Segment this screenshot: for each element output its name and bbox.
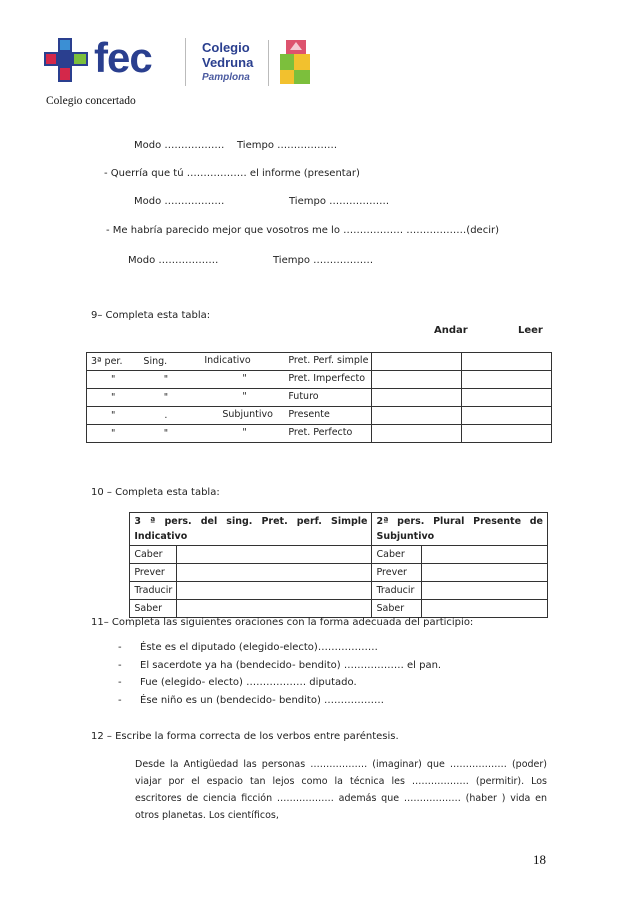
table-cell-text: Pret. Perfecto bbox=[288, 427, 353, 438]
leer-answer-cell[interactable] bbox=[462, 407, 552, 425]
ex11-list bbox=[118, 639, 441, 709]
table-row bbox=[87, 389, 552, 407]
bullet-icon: - bbox=[118, 659, 122, 671]
table-row bbox=[88, 600, 548, 618]
andar-answer-cell[interactable] bbox=[372, 407, 462, 425]
table-row bbox=[87, 407, 552, 425]
table-cell: " bbox=[139, 425, 192, 443]
answer-cell[interactable] bbox=[422, 564, 548, 582]
table-row bbox=[87, 371, 552, 389]
line-2: - Querría que tú ……………… el informe (presentar) bbox=[104, 168, 360, 179]
line-4: - Me habría parecido mejor que vosotros me lo ……………… ………………(decir) bbox=[106, 225, 499, 236]
verb-cell: Prever bbox=[130, 564, 177, 582]
table-cell-text: " bbox=[242, 373, 247, 384]
table-row bbox=[88, 546, 548, 564]
line-1-modo: Modo ……………… bbox=[134, 140, 225, 151]
table-row bbox=[87, 353, 552, 371]
table-header-row bbox=[88, 513, 548, 546]
answer-cell[interactable] bbox=[422, 546, 548, 564]
ex9-title: 9– Completa esta tabla: bbox=[91, 310, 211, 321]
answer-cell[interactable] bbox=[422, 582, 548, 600]
table-cell-text: Indicativo bbox=[204, 355, 251, 366]
fec-logo-text: fec bbox=[94, 34, 152, 81]
bullet-icon: - bbox=[118, 694, 122, 706]
andar-answer-cell[interactable] bbox=[372, 425, 462, 443]
list-item-text: Ése niño es un (bendecido- bendito) ……………… bbox=[140, 694, 385, 706]
ex9-col-leer: Leer bbox=[518, 325, 543, 336]
ex10-title: 10 – Completa esta tabla: bbox=[91, 487, 220, 498]
table-cell: Sing. bbox=[139, 353, 192, 371]
leer-answer-cell[interactable] bbox=[462, 353, 552, 371]
verb-cell: Traducir bbox=[130, 582, 177, 600]
list-item bbox=[118, 674, 441, 692]
verb-cell: Prever bbox=[372, 564, 422, 582]
vedruna-emblem-icon bbox=[278, 40, 314, 86]
leer-answer-cell[interactable] bbox=[462, 371, 552, 389]
divider-line bbox=[185, 38, 186, 86]
answer-cell[interactable] bbox=[422, 600, 548, 618]
table-cell: 3ª per. bbox=[87, 353, 140, 371]
list-item bbox=[118, 657, 441, 675]
table-row bbox=[88, 564, 548, 582]
table-cell-text: Presente bbox=[288, 409, 330, 420]
list-item-text: El sacerdote ya ha (bendecido- bendito) ……………… el pan. bbox=[140, 659, 442, 671]
table-cell-text: " bbox=[242, 391, 247, 402]
school-name bbox=[202, 40, 253, 85]
ex12-paragraph: Desde la Antigüedad las personas ……………… (imaginar) que ……………… (poder) viajar por el espacio tan lejos como la técnica les ……………… (permitir). Los escritores de ciencia ficción ……………… además que ……………… (haber ) vida en otros planetas. Los científicos, bbox=[135, 759, 547, 821]
table-cell bbox=[88, 513, 130, 546]
leer-answer-cell[interactable] bbox=[462, 425, 552, 443]
table-cell bbox=[192, 371, 372, 389]
verb-cell: Saber bbox=[372, 600, 422, 618]
header-left-line-1: 3 ª pers. del sing. Pret. perf. Simple bbox=[134, 516, 368, 527]
table-cell bbox=[192, 407, 372, 425]
answer-cell[interactable] bbox=[177, 582, 372, 600]
page-number: 18 bbox=[533, 852, 546, 867]
ex9-col-andar: Andar bbox=[434, 325, 468, 336]
list-item-text: Fue (elegido- electo) ……………… diputado. bbox=[140, 677, 357, 688]
table-cell-text: " bbox=[242, 427, 247, 438]
table-cell: . bbox=[139, 407, 192, 425]
line-3-modo: Modo ……………… bbox=[134, 196, 225, 207]
andar-answer-cell[interactable] bbox=[372, 353, 462, 371]
answer-cell[interactable] bbox=[177, 546, 372, 564]
table-cell bbox=[88, 546, 130, 564]
school-line-3: Pamplona bbox=[202, 72, 250, 83]
bullet-icon: - bbox=[118, 642, 122, 653]
line-5-modo: Modo ……………… bbox=[128, 255, 219, 266]
table-cell bbox=[192, 389, 372, 407]
fec-logo bbox=[44, 34, 174, 82]
verb-cell: Caber bbox=[372, 546, 422, 564]
table-cell bbox=[88, 600, 130, 618]
table-row bbox=[87, 425, 552, 443]
school-line-1: Colegio bbox=[202, 40, 250, 55]
table-row bbox=[88, 582, 548, 600]
verb-cell: Traducir bbox=[372, 582, 422, 600]
table-cell-text: Futuro bbox=[288, 391, 319, 402]
table-cell: " bbox=[139, 371, 192, 389]
list-item bbox=[118, 692, 441, 710]
header-left-line-2: Indicativo bbox=[134, 531, 188, 542]
table-cell: " bbox=[87, 371, 140, 389]
table-cell: " bbox=[139, 389, 192, 407]
line-5-tiempo: Tiempo ……………… bbox=[273, 255, 374, 266]
table-cell-text: Subjuntivo bbox=[222, 409, 273, 420]
table-cell bbox=[192, 425, 372, 443]
ex10-table bbox=[88, 512, 548, 618]
table-cell-text: Pret. Perf. simple bbox=[288, 355, 369, 366]
verb-cell: Saber bbox=[130, 600, 177, 618]
header-right-line-2: Subjuntivo bbox=[376, 531, 435, 542]
bullet-icon: - bbox=[118, 677, 122, 688]
ex9-table bbox=[86, 352, 552, 443]
list-item bbox=[118, 639, 441, 657]
divider-line-2 bbox=[268, 40, 269, 86]
table-cell bbox=[88, 582, 130, 600]
table-cell: " bbox=[87, 407, 140, 425]
andar-answer-cell[interactable] bbox=[372, 371, 462, 389]
ex11-title: 11– Completa las siguientes oraciones con la forma adecuada del participio: bbox=[91, 617, 474, 628]
table-cell: " bbox=[87, 425, 140, 443]
line-3-tiempo: Tiempo ……………… bbox=[289, 196, 390, 207]
leer-answer-cell[interactable] bbox=[462, 389, 552, 407]
verb-cell: Caber bbox=[130, 546, 177, 564]
list-item-text: Éste es el diputado (elegido-electo)……………… bbox=[140, 642, 378, 653]
answer-cell[interactable] bbox=[177, 564, 372, 582]
header-right-cell bbox=[372, 513, 548, 546]
fec-cross-icon bbox=[44, 38, 88, 82]
school-line-2: Vedruna bbox=[202, 55, 254, 70]
subtitle: Colegio concertado bbox=[46, 95, 136, 107]
header-right-line-1: 2ª pers. Plural Presente de bbox=[376, 516, 543, 527]
ex12-title: 12 – Escribe la forma correcta de los verbos entre paréntesis. bbox=[91, 731, 399, 742]
table-cell bbox=[192, 353, 372, 371]
table-cell: " bbox=[87, 389, 140, 407]
table-cell-text: Pret. Imperfecto bbox=[288, 373, 366, 384]
table-cell bbox=[88, 564, 130, 582]
line-1-tiempo: Tiempo ……………… bbox=[237, 140, 338, 151]
andar-answer-cell[interactable] bbox=[372, 389, 462, 407]
header-left-cell bbox=[130, 513, 372, 546]
answer-cell[interactable] bbox=[177, 600, 372, 618]
